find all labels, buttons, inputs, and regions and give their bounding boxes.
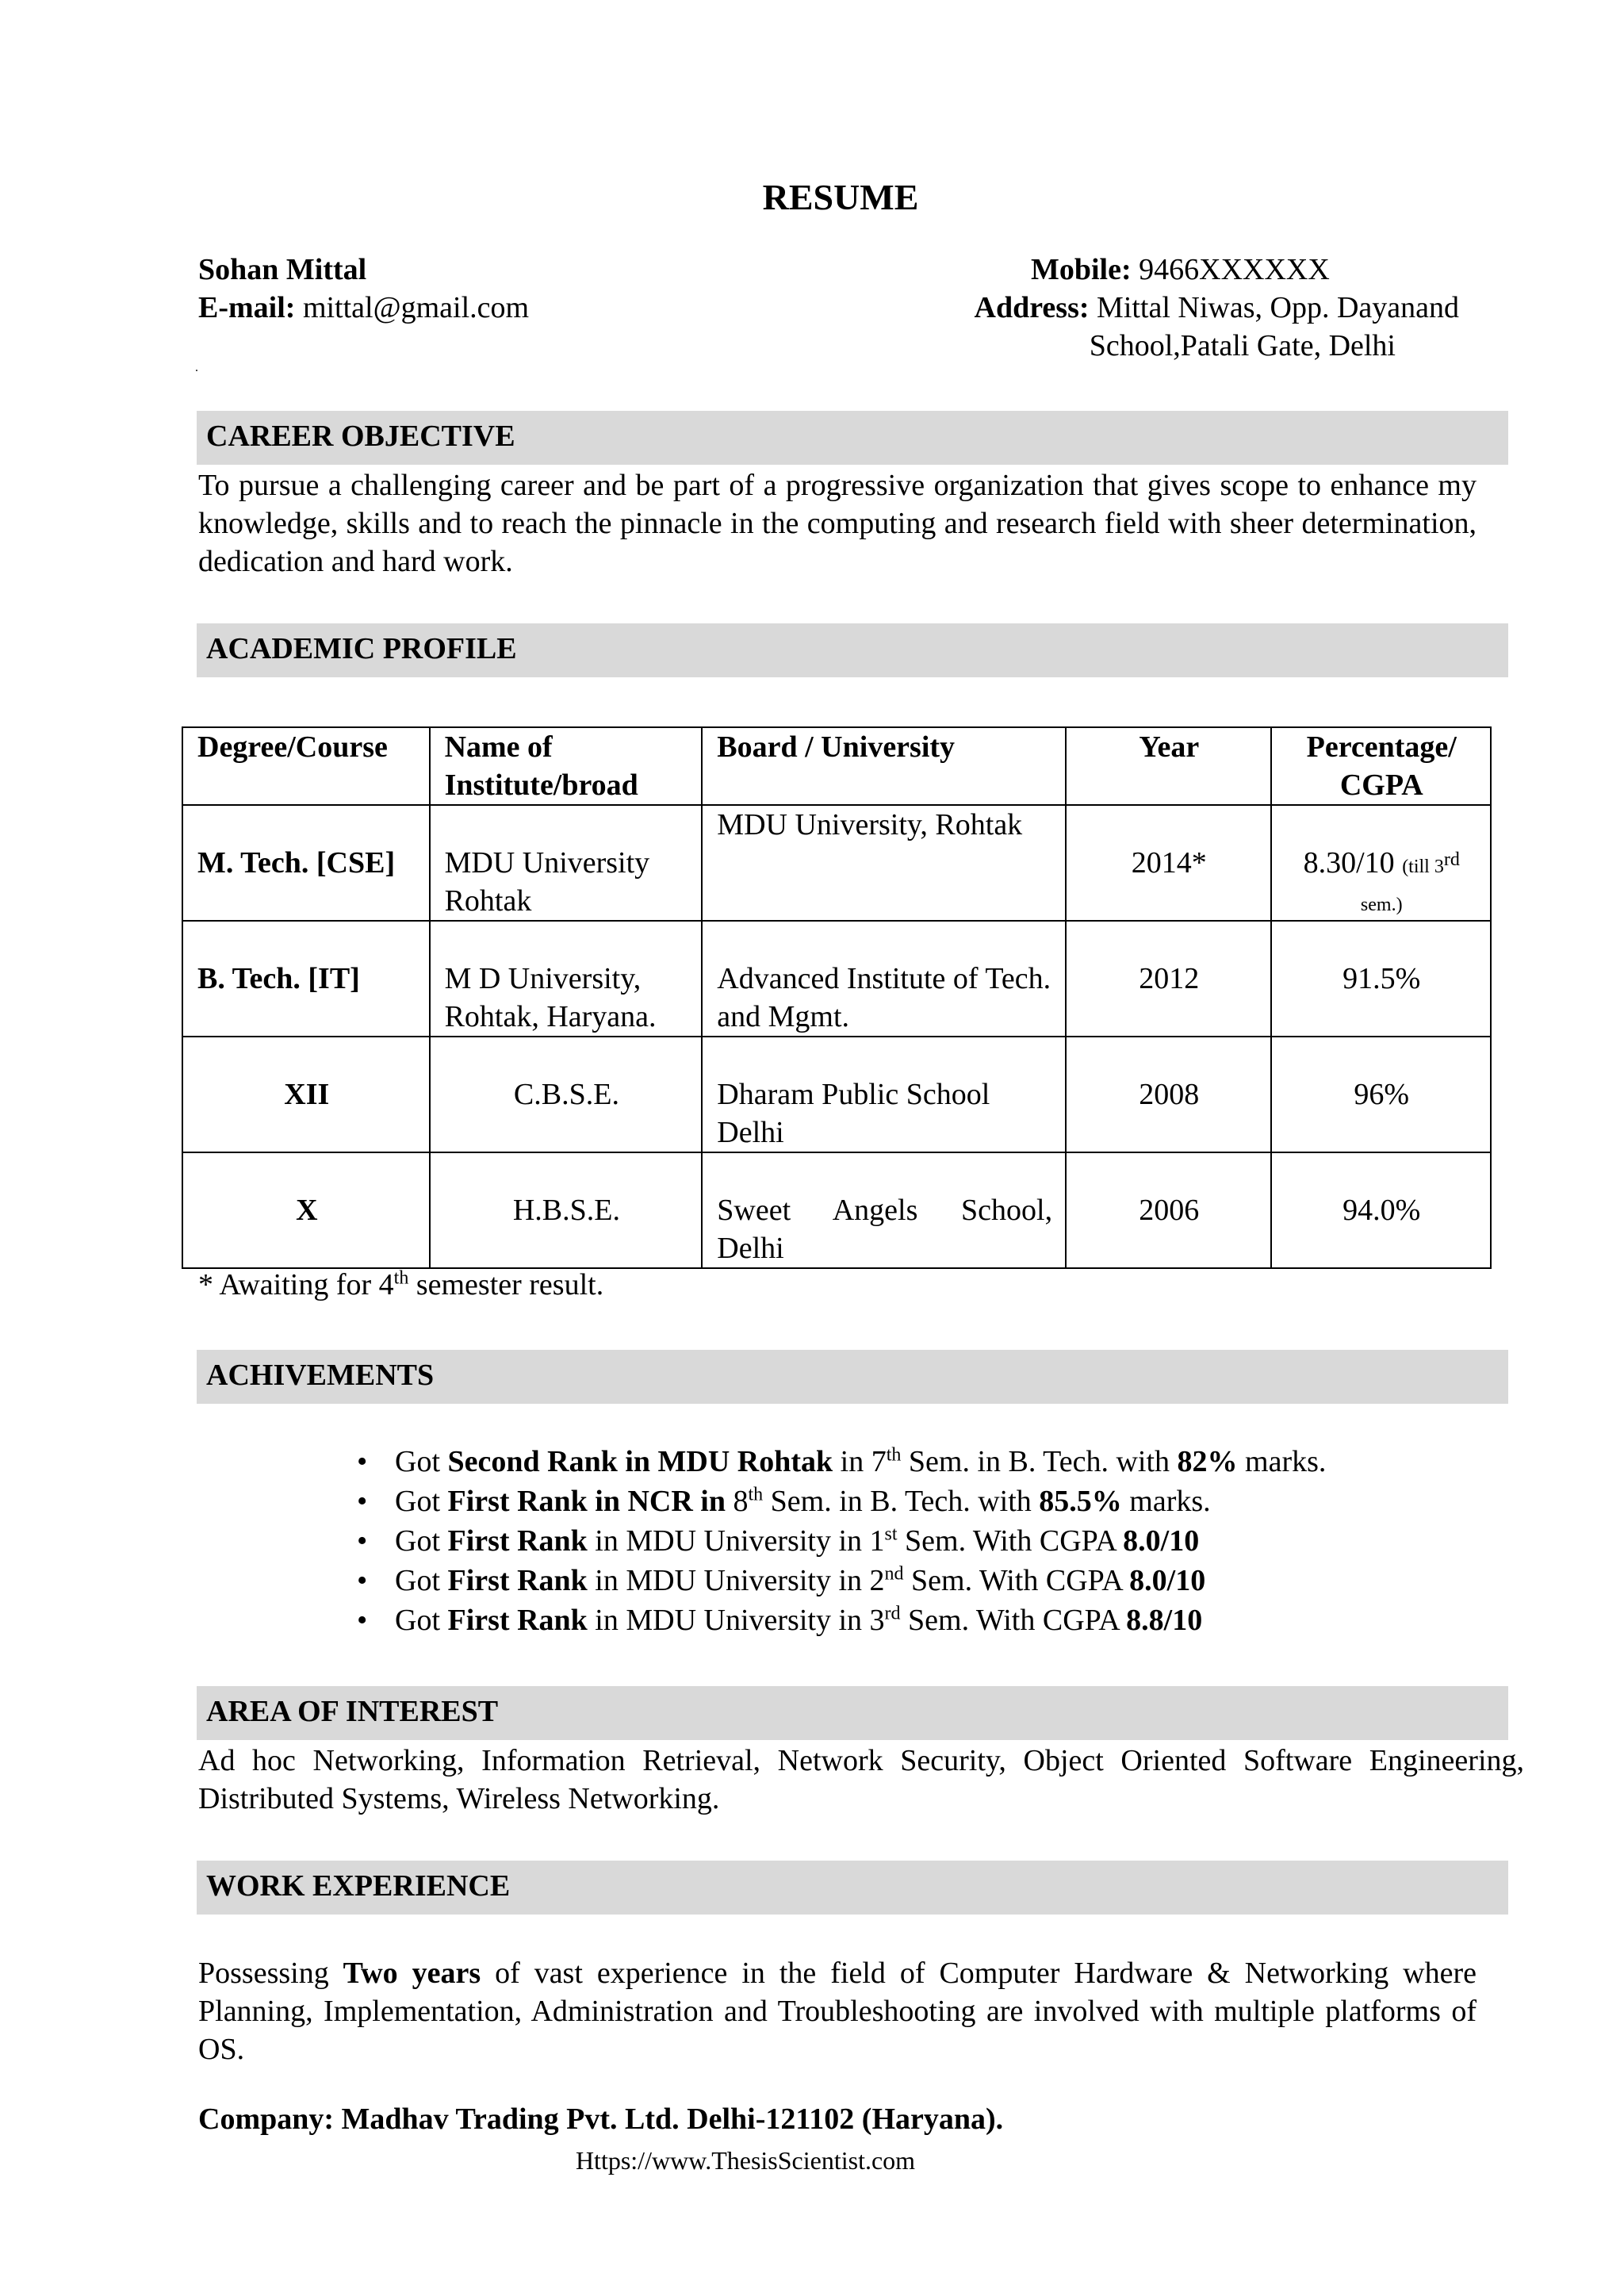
year-cell: 2012 bbox=[1066, 921, 1270, 1037]
degree-cell: M. Tech. [CSE] bbox=[182, 805, 430, 921]
email-label: E-mail: bbox=[198, 291, 296, 324]
address-label: Address: bbox=[974, 291, 1090, 324]
email-value: mittal@gmail.com bbox=[302, 291, 530, 324]
list-item: • Got First Rank in NCR in 8th Sem. in B. Tech. with 85.5% marks. bbox=[357, 1481, 1326, 1521]
career-objective-heading: CAREER OBJECTIVE bbox=[206, 420, 515, 453]
list-item: • Got First Rank in MDU University in 3rd Sem. With CGPA 8.8/10 bbox=[357, 1600, 1326, 1640]
institute-cell: H.B.S.E. bbox=[430, 1152, 703, 1268]
table-footnote: * Awaiting for 4th semester result. bbox=[198, 1267, 604, 1301]
board-cell: MDU University, Rohtak bbox=[702, 805, 1066, 921]
academic-profile-heading: ACADEMIC PROFILE bbox=[206, 632, 517, 665]
board-cell: Advanced Institute of Tech. and Mgmt. bbox=[702, 921, 1066, 1037]
column-header: Year bbox=[1066, 727, 1270, 805]
achievements-list bbox=[357, 1442, 1326, 1640]
area-of-interest-heading: AREA OF INTEREST bbox=[206, 1695, 499, 1728]
column-header: Degree/Course bbox=[182, 727, 430, 805]
year-cell: 2014* bbox=[1066, 805, 1270, 921]
score-cell: 91.5% bbox=[1271, 921, 1492, 1037]
score-value: 8.30/10 bbox=[1303, 846, 1395, 880]
work-experience-text: Possessing Two years of vast experience in the field of Computer Hardware & Networking where Planning, Implementation, Administration and Troubleshooting are involved with multiple platforms of OS. bbox=[198, 1957, 1477, 2066]
mobile-value: 9466XXXXXX bbox=[1139, 253, 1330, 286]
career-objective-heading-bar bbox=[197, 411, 1508, 465]
academic-profile-heading-bar bbox=[197, 623, 1508, 677]
list-item: • Got First Rank in MDU University in 2nd Sem. With CGPA 8.0/10 bbox=[357, 1561, 1326, 1600]
year-cell: 2008 bbox=[1066, 1037, 1270, 1152]
address-line1: Mittal Niwas, Opp. Dayanand bbox=[1097, 291, 1459, 324]
academic-table bbox=[182, 726, 1492, 1269]
list-item: • Got First Rank in MDU University in 1st Sem. With CGPA 8.0/10 bbox=[357, 1521, 1326, 1561]
score-cell bbox=[1271, 805, 1492, 921]
work-experience-heading: WORK EXPERIENCE bbox=[206, 1869, 511, 1903]
address-line bbox=[920, 289, 1459, 327]
score-note-end: sem.) bbox=[1360, 895, 1403, 915]
degree-cell: B. Tech. [IT] bbox=[182, 921, 430, 1037]
institute-cell: M D University, Rohtak, Haryana. bbox=[430, 921, 703, 1037]
table-row bbox=[182, 1037, 1491, 1152]
candidate-name: Sohan Mittal bbox=[198, 253, 367, 286]
work-experience-heading-bar bbox=[197, 1861, 1508, 1915]
institute-cell: C.B.S.E. bbox=[430, 1037, 703, 1152]
board-cell: Dharam Public School Delhi bbox=[702, 1037, 1066, 1152]
career-objective-text: To pursue a challenging career and be part of a progressive organization that gives scope to enhance my knowledge, skills and to reach the pinnacle in the computing and research field with sheer determination, dedication and hard work. bbox=[198, 469, 1477, 578]
column-header: Name of Institute/broad bbox=[430, 727, 703, 805]
table-row bbox=[182, 805, 1491, 921]
column-header: Board / University bbox=[702, 727, 1066, 805]
achievements-heading: ACHIVEMENTS bbox=[206, 1359, 435, 1392]
score-note: (till 3rd bbox=[1402, 849, 1460, 877]
company-line: Company: Madhav Trading Pvt. Ltd. Delhi-121102 (Haryana). bbox=[198, 2102, 1004, 2136]
score-cell: 96% bbox=[1271, 1037, 1492, 1152]
mobile-line bbox=[1031, 251, 1330, 289]
stray-mark: . bbox=[195, 361, 198, 374]
area-of-interest-heading-bar bbox=[197, 1686, 1508, 1740]
address-line2: School,Patali Gate, Delhi bbox=[1089, 329, 1396, 362]
page-title: RESUME bbox=[762, 177, 919, 217]
email-line bbox=[198, 289, 529, 327]
table-row bbox=[182, 1152, 1491, 1268]
area-of-interest-text: Ad hoc Networking, Information Retrieval, Network Security, Object Oriented Software Engineering, Distributed Systems, Wireless Networking. bbox=[198, 1744, 1524, 1815]
footer-url: Https://www.ThesisScientist.com bbox=[575, 2146, 916, 2175]
achievements-heading-bar bbox=[197, 1350, 1508, 1404]
list-item: • Got Second Rank in MDU Rohtak in 7th Sem. in B. Tech. with 82% marks. bbox=[357, 1442, 1326, 1481]
year-cell: 2006 bbox=[1066, 1152, 1270, 1268]
board-cell: Sweet Angels School, Delhi bbox=[702, 1152, 1066, 1268]
degree-cell: X bbox=[182, 1152, 430, 1268]
degree-cell: XII bbox=[182, 1037, 430, 1152]
score-cell: 94.0% bbox=[1271, 1152, 1492, 1268]
institute-cell: MDU University Rohtak bbox=[430, 805, 703, 921]
mobile-label: Mobile: bbox=[1031, 253, 1132, 286]
table-header-row bbox=[182, 727, 1491, 805]
table-row bbox=[182, 921, 1491, 1037]
column-header: Percentage/ CGPA bbox=[1271, 727, 1492, 805]
